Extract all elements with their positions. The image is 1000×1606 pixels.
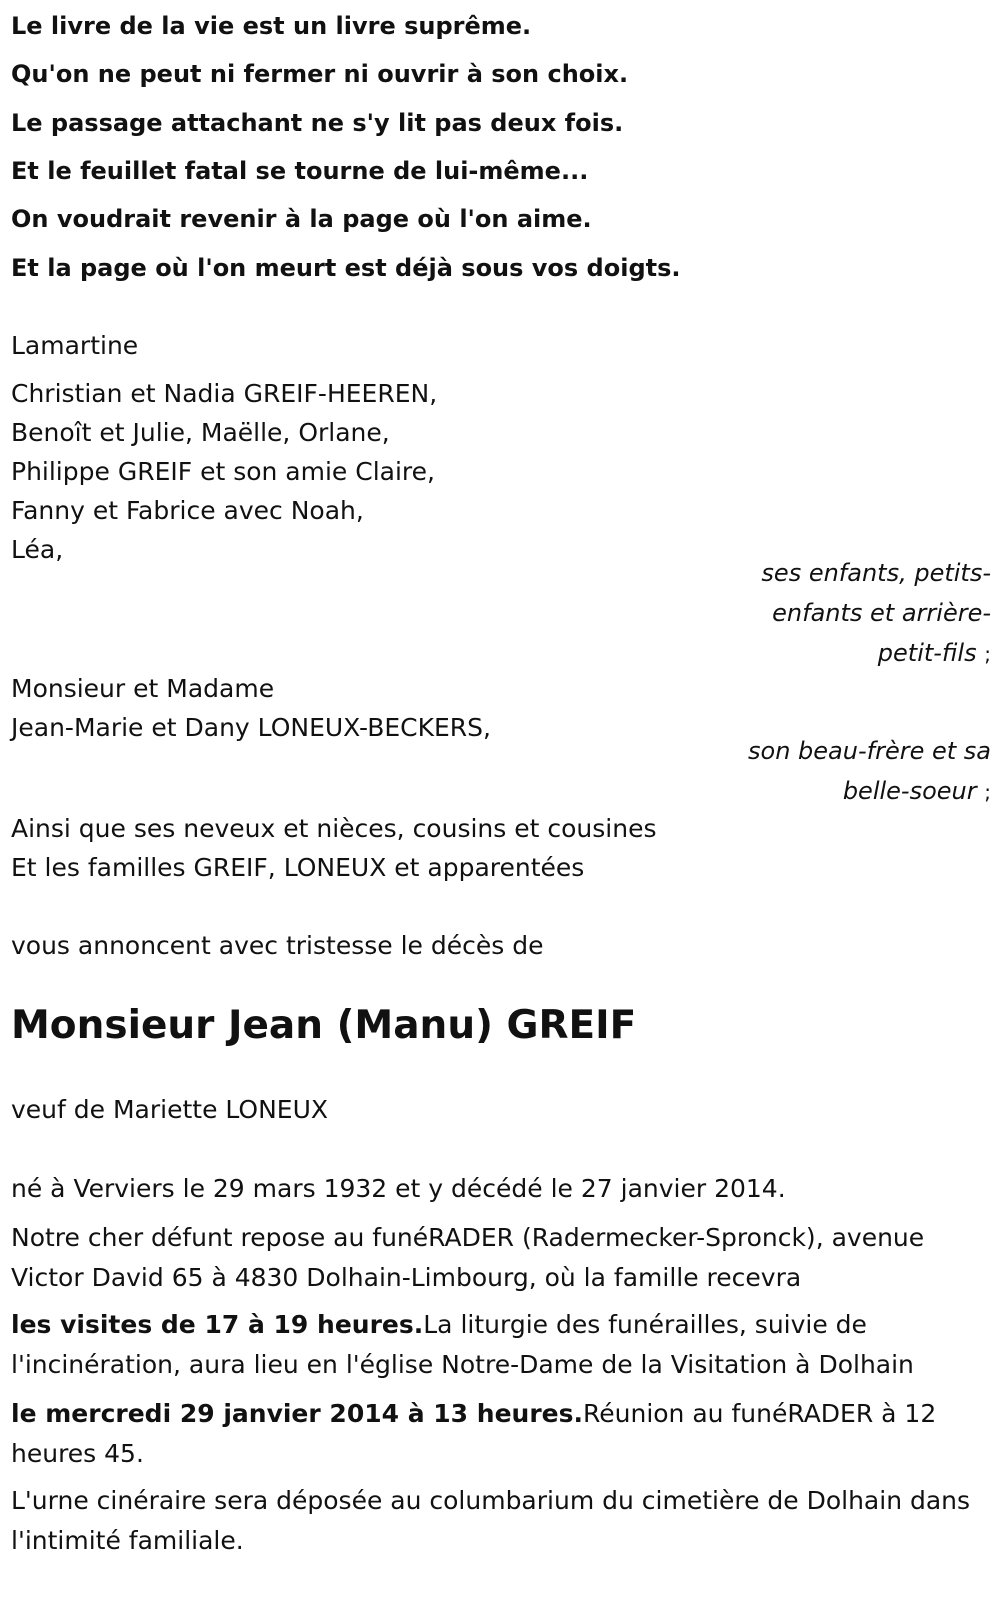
relation-line: ses enfants, petits- bbox=[761, 559, 991, 587]
family-name-line: Christian et Nadia GREIF-HEEREN, bbox=[11, 379, 438, 408]
deceased-name: Monsieur Jean (Manu) GREIF bbox=[11, 1003, 637, 1048]
relation-note-children bbox=[761, 553, 991, 674]
poem-author: Lamartine bbox=[11, 331, 139, 360]
visits-hours: les visites de 17 à 19 heures. bbox=[11, 1310, 424, 1339]
family-name-line: Léa, bbox=[11, 535, 64, 564]
poem-line: Qu'on ne peut ni fermer ni ouvrir à son choix. bbox=[11, 60, 629, 88]
relation-line: enfants et arrière- bbox=[772, 599, 991, 627]
relation-note-in-laws bbox=[748, 731, 991, 812]
announcement: vous annoncent avec tristesse le décès de bbox=[11, 931, 544, 960]
visits-paragraph bbox=[11, 1305, 996, 1385]
poem-line: On voudrait revenir à la page où l'on aime. bbox=[11, 205, 592, 233]
birth-death: né à Verviers le 29 mars 1932 et y décédé le 27 janvier 2014. bbox=[11, 1174, 786, 1203]
poem-line: Et le feuillet fatal se tourne de lui-même... bbox=[11, 157, 589, 185]
relation-end: ; bbox=[984, 780, 991, 804]
family-name-line: Fanny et Fabrice avec Noah, bbox=[11, 496, 364, 525]
relation-end: ; bbox=[984, 642, 991, 666]
poem-line: Et la page où l'on meurt est déjà sous vos doigts. bbox=[11, 254, 681, 282]
family-name-line: Benoît et Julie, Maëlle, Orlane, bbox=[11, 418, 390, 447]
relation-line-last bbox=[748, 771, 991, 812]
relation-text: petit-fils bbox=[877, 639, 977, 667]
liturgy-text: La liturgie des funérailles, suivie de l'incinération, aura lieu en l'église Notre-Dame de la Visitation à Dolhain bbox=[11, 1310, 914, 1379]
poem-line: Le livre de la vie est un livre suprême. bbox=[11, 12, 532, 40]
others-line: Et les familles GREIF, LONEUX et apparentées bbox=[11, 853, 585, 882]
meeting-text: Réunion au funéRADER à 12 heures 45. bbox=[11, 1399, 937, 1468]
relation-line-last bbox=[761, 633, 991, 674]
family-name-line: Philippe GREIF et son amie Claire, bbox=[11, 457, 435, 486]
date-paragraph bbox=[11, 1394, 996, 1474]
funeral-date: le mercredi 29 janvier 2014 à 13 heures. bbox=[11, 1399, 583, 1428]
urn-paragraph: L'urne cinéraire sera déposée au columbarium du cimetière de Dolhain dans l'intimité familiale. bbox=[11, 1486, 971, 1555]
family-name-line: Monsieur et Madame bbox=[11, 674, 275, 703]
relation-line: son beau-frère et sa bbox=[748, 737, 991, 765]
family-name-line: Jean-Marie et Dany LONEUX-BECKERS, bbox=[11, 713, 491, 742]
widower-of: veuf de Mariette LONEUX bbox=[11, 1095, 329, 1124]
repose-paragraph: Notre cher défunt repose au funéRADER (Radermecker-Spronck), avenue Victor David 65 à 4830 Dolhain-Limbourg, où la famille recevra bbox=[11, 1223, 925, 1292]
poem-line: Le passage attachant ne s'y lit pas deux fois. bbox=[11, 109, 624, 137]
relation-text: belle-soeur bbox=[842, 777, 977, 805]
others-line: Ainsi que ses neveux et nièces, cousins et cousines bbox=[11, 814, 657, 843]
